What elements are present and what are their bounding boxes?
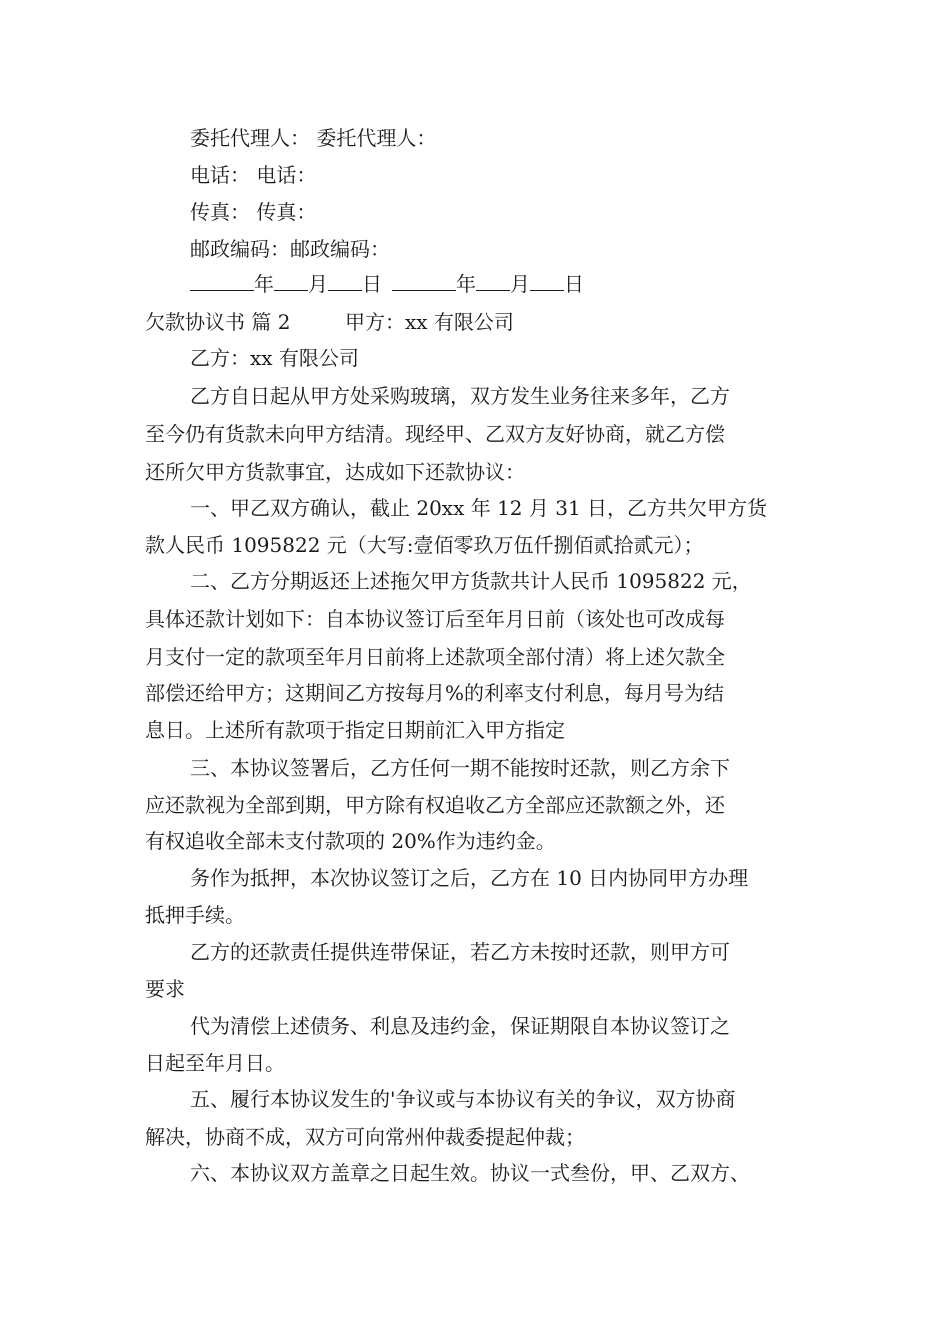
month-blank — [274, 272, 308, 291]
body-line: 乙方的还款责任提供连带保证，若乙方未按时还款，则甲方可 — [190, 940, 730, 964]
party-b: 乙方：xx 有限公司 — [190, 346, 359, 370]
month-label: 月 — [308, 272, 328, 296]
body-line: 解决，协商不成，双方可向常州仲裁委提起仲裁； — [145, 1125, 585, 1149]
body-line: 要求 — [145, 977, 185, 1001]
month-blank-2 — [476, 272, 510, 291]
month-label-2: 月 — [510, 272, 530, 296]
body-line: 一、甲乙双方确认，截止 20xx 年 12 月 31 日，乙方共欠甲方货 — [190, 496, 768, 520]
body-line: 至今仍有货款未向甲方结清。现经甲、乙双方友好协商，就乙方偿 — [145, 422, 725, 446]
day-blank-2 — [530, 272, 564, 291]
postcode-line: 邮政编码：邮政编码： — [190, 237, 390, 261]
day-blank — [328, 272, 362, 291]
body-line: 息日。上述所有款项于指定日期前汇入甲方指定 — [145, 718, 565, 742]
phone-line: 电话： 电话： — [190, 163, 317, 187]
body-line: 月支付一定的款项至年月日前将上述款项全部付清）将上述欠款全 — [145, 645, 725, 669]
year-label: 年 — [254, 272, 274, 296]
agent-line: 委托代理人： 委托代理人： — [190, 126, 437, 150]
party-a: 甲方：xx 有限公司 — [345, 310, 514, 334]
body-line: 还所欠甲方货款事宜，达成如下还款协议： — [145, 460, 525, 484]
body-line: 抵押手续。 — [145, 903, 245, 927]
body-line: 二、乙方分期返还上述拖欠甲方货款共计人民币 1095822 元， — [190, 569, 752, 593]
body-line: 有权追收全部未支付款项的 20%作为违约金。 — [145, 829, 556, 853]
fax-line: 传真： 传真： — [190, 200, 317, 224]
body-line: 代为清偿上述债务、利息及违约金，保证期限自本协议签订之 — [190, 1014, 730, 1038]
body-line: 务作为抵押，本次协议签订之后，乙方在 10 日内协同甲方办理 — [190, 866, 749, 890]
year-blank-2 — [392, 272, 456, 291]
body-line: 具体还款计划如下：自本协议签订后至年月日前（该处也可改成每 — [145, 607, 725, 631]
body-line: 六、本协议双方盖章之日起生效。协议一式叁份，甲、乙双方、 — [190, 1161, 750, 1185]
day-label: 日 — [362, 272, 382, 296]
body-line: 三、本协议签署后，乙方任何一期不能按时还款，则乙方余下 — [190, 756, 730, 780]
year-label-2: 年 — [456, 272, 476, 296]
body-line: 五、履行本协议发生的'争议或与本协议有关的争议，双方协商 — [190, 1087, 736, 1111]
date-line — [190, 272, 584, 296]
body-line: 乙方自日起从甲方处采购玻璃，双方发生业务往来多年，乙方 — [190, 384, 730, 408]
section-title: 欠款协议书 篇 2 — [145, 310, 291, 334]
day-label-2: 日 — [564, 272, 584, 296]
body-line: 应还款视为全部到期，甲方除有权追收乙方全部应还款额之外，还 — [145, 793, 725, 817]
body-line: 部偿还给甲方；这期间乙方按每月%的利率支付利息，每月号为结 — [145, 681, 725, 705]
body-line: 款人民币 1095822 元（大写:壹佰零玖万伍仟捌佰贰拾贰元）； — [145, 533, 704, 557]
body-line: 日起至年月日。 — [145, 1051, 285, 1075]
year-blank — [190, 272, 254, 291]
